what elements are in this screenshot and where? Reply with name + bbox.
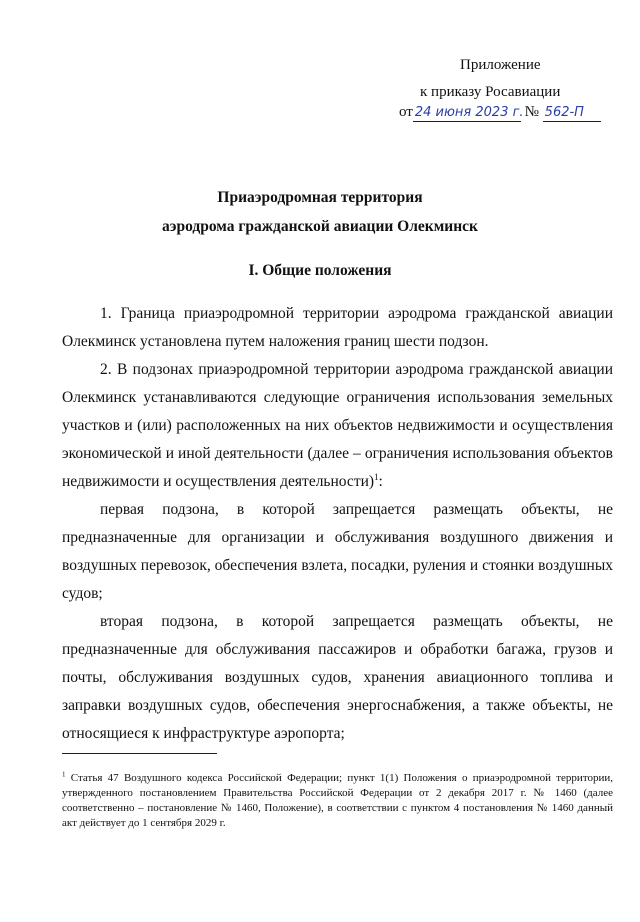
paragraph-subzone-1: первая подзона, в которой запрещается размещать объекты, не предназначенные для организации и обслуживания воздушного движения и воздушных перевозок, обеспечения взлета, посадки, руления и стоянки воздушных судов; (62, 501, 613, 602)
paragraph-2 (62, 356, 613, 496)
handwritten-order-number: 562-П (543, 104, 601, 122)
from-label: от (399, 104, 413, 120)
appendix-label: Приложение (460, 57, 541, 73)
paragraph-subzone-2: вторая подзона, в которой запрещается размещать объекты, не предназначенные для обслуживания пассажиров и обработки багажа, грузов и почты, обслуживания воздушных судов, хранения авиационного топлива и заправки воздушных судов, обеспечения энергоснабжения, а также объекты, не относящиеся к инфраструктуре аэропорта; (62, 613, 613, 742)
handwritten-date: 24 июня 2023 г. (414, 105, 524, 120)
number-label: № (524, 104, 539, 120)
footnote-text: Статья 47 Воздушного кодекса Российской Федерации; пункт 1(1) Положения о приаэродромной территории, утвержденного постановлением Правительства Российской Федерации от 2 декабря 2017 г. № 1460 (далее соответственно – постановление № 1460, Положение), в соответствии с пунктом 4 постановления № 1460 данный акт действует до 1 сентября 2029 г. (62, 772, 614, 829)
footnote (62, 771, 613, 831)
paragraph-2-tail: : (378, 473, 383, 490)
footnote-marker: 1 (62, 770, 66, 779)
footnote-reference: 1 (374, 471, 379, 482)
document-body (62, 300, 613, 748)
order-reference: к приказу Росавиации (420, 84, 561, 100)
section-heading: I. Общие положения (248, 262, 392, 279)
footnote-separator (62, 753, 217, 754)
document-title-line-1: Приаэродромная территория (217, 189, 423, 206)
paragraph-1: 1. Граница приаэродромной территории аэродрома гражданской авиации Олекминск установлена путем наложения границ шести подзон. (62, 305, 613, 350)
paragraph-2-text: 2. В подзонах приаэродромной территории аэродрома гражданской авиации Олекминск устанавливаются следующие ограничения использования земельных участков и (или) расположенных на них объектов недвижимости и осуществления экономической и иной деятельности (далее – ограничения использования объектов недвижимости и осуществления деятельности) (62, 361, 613, 490)
document-title-line-2: аэродрома гражданской авиации Олекминск (162, 218, 478, 235)
order-date-number-line (399, 102, 601, 122)
